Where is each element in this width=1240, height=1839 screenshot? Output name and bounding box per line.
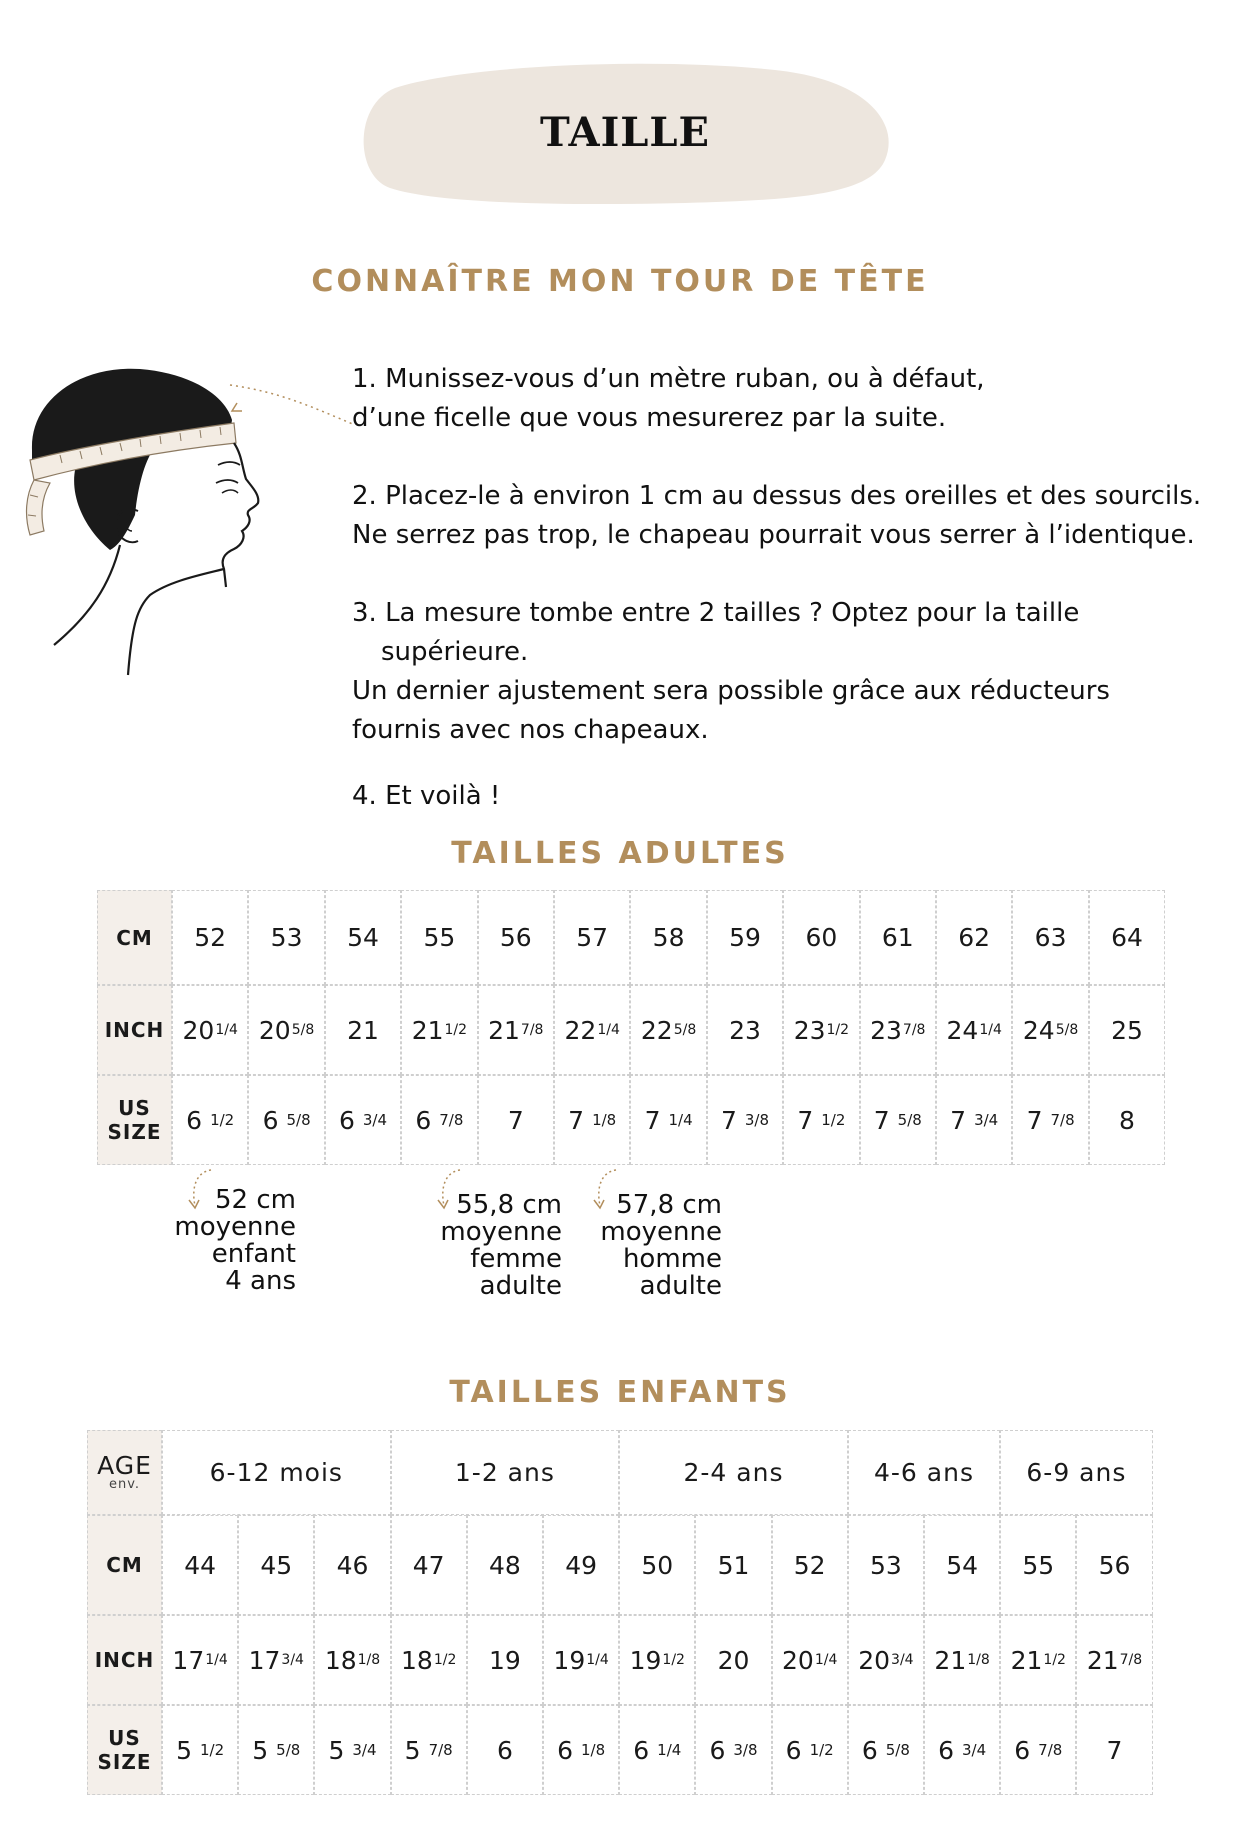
size-whole: 21 (411, 1015, 444, 1045)
age-cell (1000, 1430, 1152, 1515)
note-line: 57,8 cm (616, 1190, 722, 1220)
cm-value: 48 (488, 1550, 521, 1580)
cm-cell (401, 890, 477, 985)
size-fraction: 5/8 (286, 1111, 311, 1129)
size-fraction: 7/8 (1119, 1652, 1143, 1668)
size-whole: 8 (1119, 1105, 1135, 1135)
cm-cell (543, 1515, 619, 1615)
size-fraction: 1/2 (210, 1111, 235, 1129)
inch-cell (772, 1615, 848, 1705)
cm-cell (467, 1515, 543, 1615)
us-size-cell (162, 1705, 238, 1795)
inch-cell (162, 1615, 238, 1705)
us-size-cell (619, 1705, 695, 1795)
inch-cell (924, 1615, 1000, 1705)
inch-cell (325, 985, 401, 1075)
us-size-cell (707, 1075, 783, 1165)
size-whole: 6 (709, 1735, 726, 1765)
size-fraction: 7/8 (1038, 1741, 1063, 1759)
inch-cell (391, 1615, 467, 1705)
size-whole: 6 (785, 1735, 802, 1765)
us-size-cell (783, 1075, 859, 1165)
note-line: moyenne (440, 1217, 562, 1247)
size-whole: 7 (568, 1105, 585, 1135)
size-fraction: 5/8 (276, 1741, 301, 1759)
cm-cell (391, 1515, 467, 1615)
size-whole: 6 (633, 1735, 650, 1765)
cm-value: 51 (717, 1550, 750, 1580)
label-text: INCH (94, 1648, 155, 1672)
cm-cell (162, 1515, 238, 1615)
size-fraction: 1/4 (657, 1741, 682, 1759)
cm-cell (172, 890, 248, 985)
size-whole: 6 (496, 1735, 513, 1765)
us-size-cell (391, 1705, 467, 1795)
size-whole: 17 (248, 1645, 281, 1675)
cm-cell (478, 890, 554, 985)
size-whole: 6 (938, 1735, 954, 1765)
size-fraction: 5/8 (291, 1022, 315, 1038)
cm-cell (1076, 1515, 1152, 1615)
cm-value: 53 (270, 923, 303, 952)
step-3 (352, 594, 1232, 750)
size-fraction: 1/2 (662, 1652, 685, 1668)
size-whole: 25 (1111, 1015, 1143, 1045)
size-whole: 5 (404, 1735, 421, 1765)
row-label-age (87, 1430, 162, 1515)
cm-value: 50 (641, 1550, 674, 1580)
step-4 (352, 777, 1232, 816)
cm-cell (695, 1515, 771, 1615)
cm-value: 53 (869, 1550, 902, 1580)
step-4-line-1: 4. Et voilà ! (352, 781, 501, 811)
label-text: US (118, 1096, 151, 1120)
size-fraction: 5/8 (1055, 1022, 1079, 1038)
note-child-average (150, 1187, 296, 1295)
size-fraction: 1/2 (826, 1022, 850, 1038)
size-whole: 5 (176, 1735, 192, 1765)
us-size-cell (467, 1705, 543, 1795)
size-whole: 18 (324, 1645, 357, 1675)
inch-cell (695, 1615, 771, 1705)
size-fraction: 1/4 (979, 1022, 1002, 1038)
size-fraction: 1/2 (433, 1652, 457, 1668)
size-fraction: 3/4 (352, 1741, 377, 1759)
cm-value: 64 (1111, 923, 1143, 952)
note-line: moyenne (600, 1217, 722, 1247)
us-size-cell (924, 1705, 1000, 1795)
size-fraction: 1/4 (597, 1022, 620, 1038)
size-whole: 20 (182, 1015, 215, 1045)
us-size-cell (325, 1075, 401, 1165)
size-whole: 7 (873, 1105, 890, 1135)
size-fraction: 7/8 (439, 1111, 464, 1129)
cm-cell (848, 1515, 924, 1615)
size-whole: 7 (507, 1105, 524, 1135)
note-line: moyenne (174, 1212, 296, 1242)
inch-cell (543, 1615, 619, 1705)
age-value: 6-9 ans (1026, 1458, 1127, 1487)
size-whole: 6 (861, 1735, 878, 1765)
size-fraction: 5/8 (897, 1111, 922, 1129)
us-size-cell (238, 1705, 314, 1795)
cm-value: 47 (412, 1550, 445, 1580)
size-whole: 21 (488, 1015, 520, 1045)
row-label-inch (97, 985, 172, 1075)
us-size-cell (401, 1075, 477, 1165)
size-whole: 20 (258, 1015, 291, 1045)
label-text: CM (116, 925, 153, 950)
us-size-cell (248, 1075, 324, 1165)
size-whole: 7 (1106, 1735, 1123, 1765)
cm-cell (314, 1515, 390, 1615)
size-fraction: 1/2 (199, 1741, 225, 1759)
size-fraction: 1/8 (357, 1652, 381, 1668)
size-whole: 21 (347, 1015, 379, 1045)
inch-cell (1089, 985, 1165, 1075)
us-size-cell (1089, 1075, 1165, 1165)
cm-value: 62 (958, 923, 991, 952)
cm-cell (630, 890, 706, 985)
size-whole: 7 (1026, 1105, 1043, 1135)
step-2 (352, 477, 1232, 555)
inch-cell (248, 985, 324, 1075)
cm-value: 55 (423, 923, 456, 952)
size-fraction: 1/2 (809, 1741, 834, 1759)
inch-cell (619, 1615, 695, 1705)
note-line: 52 cm (215, 1185, 296, 1215)
cm-value: 56 (499, 923, 532, 952)
size-fraction: 1/8 (580, 1741, 606, 1759)
cm-value: 63 (1034, 923, 1067, 952)
size-fraction: 7/8 (520, 1022, 544, 1038)
cm-cell (325, 890, 401, 985)
size-fraction: 3/8 (733, 1741, 758, 1759)
size-whole: 22 (564, 1015, 597, 1045)
cm-value: 56 (1098, 1550, 1131, 1580)
size-whole: 21 (1086, 1645, 1119, 1675)
size-fraction: 3/4 (281, 1652, 304, 1668)
us-size-cell (1076, 1705, 1152, 1795)
size-whole: 23 (870, 1015, 902, 1045)
cm-cell (1000, 1515, 1076, 1615)
note-line: adulte (639, 1271, 722, 1301)
label-text: CM (106, 1553, 143, 1577)
cm-cell (619, 1515, 695, 1615)
label-subtext: env. (108, 1476, 141, 1492)
cm-cell (1012, 890, 1088, 985)
size-fraction: 3/4 (974, 1111, 999, 1129)
size-whole: 7 (950, 1105, 967, 1135)
page-title: TAILLE (539, 109, 711, 156)
note-man-average (580, 1192, 722, 1300)
note-woman-average (420, 1192, 562, 1300)
inch-cell (1076, 1615, 1152, 1705)
label-text: SIZE (97, 1750, 152, 1774)
us-size-cell (860, 1075, 936, 1165)
inch-cell (860, 985, 936, 1075)
inch-cell (630, 985, 706, 1075)
size-whole: 19 (488, 1645, 521, 1675)
label-text: SIZE (107, 1120, 162, 1144)
size-fraction: 1/4 (215, 1022, 238, 1038)
cm-value: 54 (347, 923, 379, 952)
cm-cell (783, 890, 859, 985)
row-label-inch (87, 1615, 162, 1705)
measure-heading: CONNAÎTRE MON TOUR DE TÊTE (311, 264, 929, 299)
child-sizes-heading: TAILLES ENFANTS (449, 1375, 791, 1410)
us-size-cell (1012, 1075, 1088, 1165)
note-line: 55,8 cm (456, 1190, 562, 1220)
step-1-line-1: 1. Munissez-vous d’un mètre ruban, ou à défaut, (352, 364, 985, 394)
inch-cell (238, 1615, 314, 1705)
adult-sizes-heading: TAILLES ADULTES (451, 836, 789, 871)
size-fraction: 5/8 (673, 1022, 697, 1038)
size-fraction: 1/8 (592, 1111, 617, 1129)
size-whole: 7 (797, 1105, 814, 1135)
us-size-cell (630, 1075, 706, 1165)
age-value: 6-12 mois (209, 1458, 343, 1487)
size-fraction: 7/8 (1050, 1111, 1075, 1129)
cm-value: 61 (881, 923, 914, 952)
size-whole: 21 (934, 1645, 967, 1675)
age-value: 2-4 ans (683, 1458, 784, 1487)
inch-cell (1000, 1615, 1076, 1705)
size-whole: 19 (553, 1645, 586, 1675)
row-label-cm (87, 1515, 162, 1615)
size-fraction: 1/4 (814, 1652, 838, 1668)
us-size-cell (1000, 1705, 1076, 1795)
us-size-cell (314, 1705, 390, 1795)
size-whole: 6 (557, 1735, 573, 1765)
cm-value: 58 (652, 923, 685, 952)
inch-cell (848, 1615, 924, 1705)
inch-cell (936, 985, 1012, 1075)
label-text: INCH (104, 1018, 165, 1042)
us-size-cell (695, 1705, 771, 1795)
size-whole: 20 (858, 1645, 891, 1675)
size-whole: 23 (793, 1015, 826, 1045)
inch-cell (783, 985, 859, 1075)
cm-value: 44 (184, 1550, 216, 1580)
row-label-us-size (97, 1075, 172, 1165)
size-whole: 5 (252, 1735, 269, 1765)
label-text: US (108, 1726, 141, 1750)
cm-value: 59 (729, 923, 761, 952)
size-fraction: 5/8 (885, 1741, 910, 1759)
cm-value: 55 (1022, 1550, 1055, 1580)
size-fraction: 7/8 (428, 1741, 453, 1759)
note-line: 4 ans (225, 1266, 296, 1296)
cm-cell (554, 890, 630, 985)
size-fraction: 1/2 (444, 1022, 468, 1038)
size-fraction: 1/4 (586, 1652, 609, 1668)
cm-cell (936, 890, 1012, 985)
inch-cell (314, 1615, 390, 1705)
age-value: 1-2 ans (454, 1458, 555, 1487)
us-size-cell (543, 1705, 619, 1795)
size-fraction: 3/4 (362, 1111, 388, 1129)
cm-value: 57 (576, 923, 609, 952)
step-3-line-3: fournis avec nos chapeaux. (352, 715, 709, 745)
inch-cell (478, 985, 554, 1075)
size-whole: 23 (729, 1015, 761, 1045)
cm-cell (248, 890, 324, 985)
us-size-cell (848, 1705, 924, 1795)
size-fraction: 1/2 (1043, 1652, 1066, 1668)
us-size-cell (172, 1075, 248, 1165)
size-fraction: 1/2 (821, 1111, 846, 1129)
step-2-line-2: Ne serrez pas trop, le chapeau pourrait vous serrer à l’identique. (352, 520, 1195, 550)
cm-cell (707, 890, 783, 985)
inch-cell (554, 985, 630, 1075)
cm-value: 52 (194, 923, 227, 952)
age-cell (162, 1430, 391, 1515)
age-cell (619, 1430, 848, 1515)
size-fraction: 3/4 (891, 1652, 914, 1668)
age-cell (391, 1430, 620, 1515)
label-text: AGE (97, 1450, 152, 1480)
size-whole: 6 (415, 1105, 432, 1135)
size-whole: 6 (1014, 1735, 1031, 1765)
cm-value: 46 (336, 1550, 369, 1580)
size-whole: 6 (338, 1105, 355, 1135)
size-whole: 20 (717, 1645, 750, 1675)
note-line: adulte (479, 1271, 562, 1301)
size-whole: 6 (186, 1105, 203, 1135)
step-2-line-1: 2. Placez-le à environ 1 cm au dessus des oreilles et des sourcils. (352, 481, 1202, 511)
cm-cell (772, 1515, 848, 1615)
cm-value: 52 (793, 1550, 826, 1580)
note-line: femme (470, 1244, 562, 1274)
size-whole: 7 (720, 1105, 737, 1135)
cm-cell (860, 890, 936, 985)
cm-value: 49 (565, 1550, 597, 1580)
inch-cell (172, 985, 248, 1075)
us-size-cell (478, 1075, 554, 1165)
inch-cell (707, 985, 783, 1075)
age-cell (848, 1430, 1000, 1515)
cm-value: 45 (260, 1550, 293, 1580)
head-measuring-tape-icon (20, 355, 380, 685)
measure-steps (352, 360, 1232, 816)
size-whole: 22 (640, 1015, 673, 1045)
size-fraction: 1/4 (668, 1111, 693, 1129)
age-value: 4-6 ans (874, 1458, 974, 1487)
size-fraction: 1/8 (967, 1652, 990, 1668)
step-3-line-2: Un dernier ajustement sera possible grâce aux réducteurs (352, 676, 1110, 706)
size-whole: 6 (262, 1105, 279, 1135)
size-whole: 20 (782, 1645, 814, 1675)
size-whole: 21 (1010, 1645, 1043, 1675)
step-1 (352, 360, 1232, 438)
inch-cell (467, 1615, 543, 1705)
cm-value: 60 (805, 923, 838, 952)
step-1-line-2: d’une ficelle que vous mesurerez par la suite. (352, 403, 947, 433)
us-size-cell (554, 1075, 630, 1165)
size-whole: 24 (946, 1015, 979, 1045)
size-fraction: 3/4 (961, 1741, 987, 1759)
us-size-cell (772, 1705, 848, 1795)
row-label-us-size (87, 1705, 162, 1795)
cm-cell (924, 1515, 1000, 1615)
size-fraction: 1/4 (205, 1652, 228, 1668)
size-whole: 24 (1022, 1015, 1055, 1045)
size-fraction: 7/8 (902, 1022, 926, 1038)
size-whole: 19 (629, 1645, 662, 1675)
step-3-line-1: 3. La mesure tombe entre 2 tailles ? Optez pour la taille supérieure. (352, 598, 1080, 667)
size-whole: 17 (172, 1645, 205, 1675)
cm-cell (1089, 890, 1165, 985)
size-whole: 7 (644, 1105, 661, 1135)
size-whole: 5 (328, 1735, 345, 1765)
row-label-cm (97, 890, 172, 985)
inch-cell (1012, 985, 1088, 1075)
inch-cell (401, 985, 477, 1075)
cm-value: 54 (946, 1550, 978, 1580)
note-line: homme (622, 1244, 722, 1274)
note-line: enfant (211, 1239, 296, 1269)
us-size-cell (936, 1075, 1012, 1165)
size-fraction: 3/8 (744, 1111, 770, 1129)
size-whole: 18 (401, 1645, 433, 1675)
cm-cell (238, 1515, 314, 1615)
